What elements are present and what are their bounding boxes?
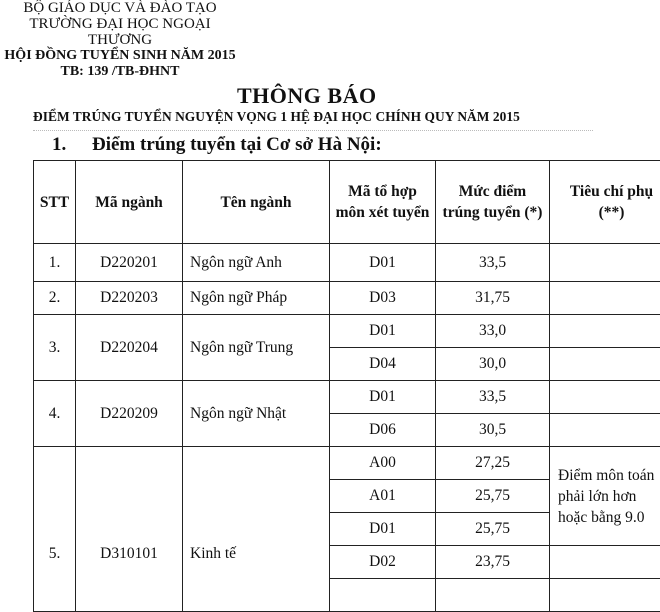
column-header-extra bbox=[550, 161, 660, 244]
cell-extra bbox=[550, 579, 660, 612]
cell-combo: D06 bbox=[330, 414, 436, 447]
cell-score: 33,0 bbox=[436, 315, 550, 348]
note-line: phải lớn hơn bbox=[558, 488, 636, 505]
table-row bbox=[34, 244, 660, 282]
cell-extra-note bbox=[550, 447, 660, 546]
cell-combo: A01 bbox=[330, 480, 436, 513]
section-number: 1. bbox=[52, 134, 92, 156]
cell-score: 25,75 bbox=[436, 513, 550, 546]
cell-stt: 4. bbox=[34, 381, 76, 447]
cell-score: 25,75 bbox=[436, 480, 550, 513]
table-row bbox=[34, 447, 660, 480]
cell-name: Ngôn ngữ Nhật bbox=[183, 381, 330, 447]
column-header-stt: STT bbox=[34, 161, 76, 244]
cell-combo: A00 bbox=[330, 447, 436, 480]
cell-combo: D01 bbox=[330, 315, 436, 348]
column-header-combo-line2: môn xét tuyển bbox=[336, 204, 430, 221]
column-header-combo-line1: Mã tổ hợp bbox=[348, 183, 417, 200]
cell-stt: 1. bbox=[34, 244, 76, 282]
university-name: TRƯỜNG ĐẠI HỌC NGOẠI THƯƠNG bbox=[4, 16, 236, 48]
cell-score: 27,25 bbox=[436, 447, 550, 480]
ministry-name: BỘ GIÁO DỤC VÀ ĐÀO TẠO bbox=[4, 0, 236, 16]
cell-combo: D03 bbox=[330, 282, 436, 315]
admission-scores-table bbox=[33, 160, 660, 612]
cell-combo bbox=[330, 579, 436, 612]
cell-code: D220203 bbox=[76, 282, 183, 315]
column-header-code: Mã ngành bbox=[76, 161, 183, 244]
cell-score: 30,0 bbox=[436, 348, 550, 381]
column-header-score-line2: trúng tuyển (*) bbox=[443, 204, 543, 221]
cell-extra bbox=[550, 381, 660, 414]
table-row bbox=[34, 282, 660, 315]
column-header-score-line1: Mức điểm bbox=[459, 183, 526, 200]
cell-score: 33,5 bbox=[436, 381, 550, 414]
section-title: Điểm trúng tuyển tại Cơ sở Hà Nội: bbox=[92, 134, 382, 155]
cell-combo: D01 bbox=[330, 513, 436, 546]
cell-extra bbox=[550, 414, 660, 447]
cell-extra bbox=[550, 282, 660, 315]
cell-score: 30,5 bbox=[436, 414, 550, 447]
cell-name: Ngôn ngữ Pháp bbox=[183, 282, 330, 315]
note-line: Điểm môn toán bbox=[558, 467, 654, 484]
column-header-combo bbox=[330, 161, 436, 244]
cell-code: D220209 bbox=[76, 381, 183, 447]
column-header-score bbox=[436, 161, 550, 244]
cell-score: 33,5 bbox=[436, 244, 550, 282]
cell-combo: D01 bbox=[330, 244, 436, 282]
cell-score: 31,75 bbox=[436, 282, 550, 315]
page-title: THÔNG BÁO bbox=[237, 83, 377, 109]
page-subtitle: ĐIỂM TRÚNG TUYỂN NGUYỆN VỌNG 1 HỆ ĐẠI HỌC CHÍNH QUY NĂM 2015 bbox=[33, 109, 520, 125]
table-row bbox=[34, 381, 660, 414]
cell-code: D310101 bbox=[76, 447, 183, 612]
document-header bbox=[4, 0, 236, 80]
cell-name: Ngôn ngữ Trung bbox=[183, 315, 330, 381]
cell-name: Ngôn ngữ Anh bbox=[183, 244, 330, 282]
table-row bbox=[34, 315, 660, 348]
section-heading bbox=[52, 134, 382, 156]
cell-combo: D02 bbox=[330, 546, 436, 579]
cell-extra bbox=[550, 348, 660, 381]
document-number: TB: 139 /TB-ĐHNT bbox=[4, 64, 236, 80]
cell-code: D220201 bbox=[76, 244, 183, 282]
cell-score bbox=[436, 579, 550, 612]
column-header-name: Tên ngành bbox=[183, 161, 330, 244]
column-header-extra-line1: Tiêu chí phụ bbox=[570, 183, 653, 200]
scan-artifact-divider bbox=[33, 130, 593, 133]
council-name: HỘI ĐỒNG TUYỂN SINH NĂM 2015 bbox=[4, 48, 236, 64]
cell-extra bbox=[550, 315, 660, 348]
cell-name: Kinh tế bbox=[183, 447, 330, 612]
table-header-row bbox=[34, 161, 660, 244]
cell-extra bbox=[550, 546, 660, 579]
cell-combo: D01 bbox=[330, 381, 436, 414]
note-line: hoặc bằng 9.0 bbox=[558, 509, 645, 526]
cell-stt: 3. bbox=[34, 315, 76, 381]
cell-score: 23,75 bbox=[436, 546, 550, 579]
cell-stt: 2. bbox=[34, 282, 76, 315]
cell-extra bbox=[550, 244, 660, 282]
cell-code: D220204 bbox=[76, 315, 183, 381]
cell-combo: D04 bbox=[330, 348, 436, 381]
column-header-extra-line2: (**) bbox=[599, 204, 625, 221]
cell-stt: 5. bbox=[34, 447, 76, 612]
